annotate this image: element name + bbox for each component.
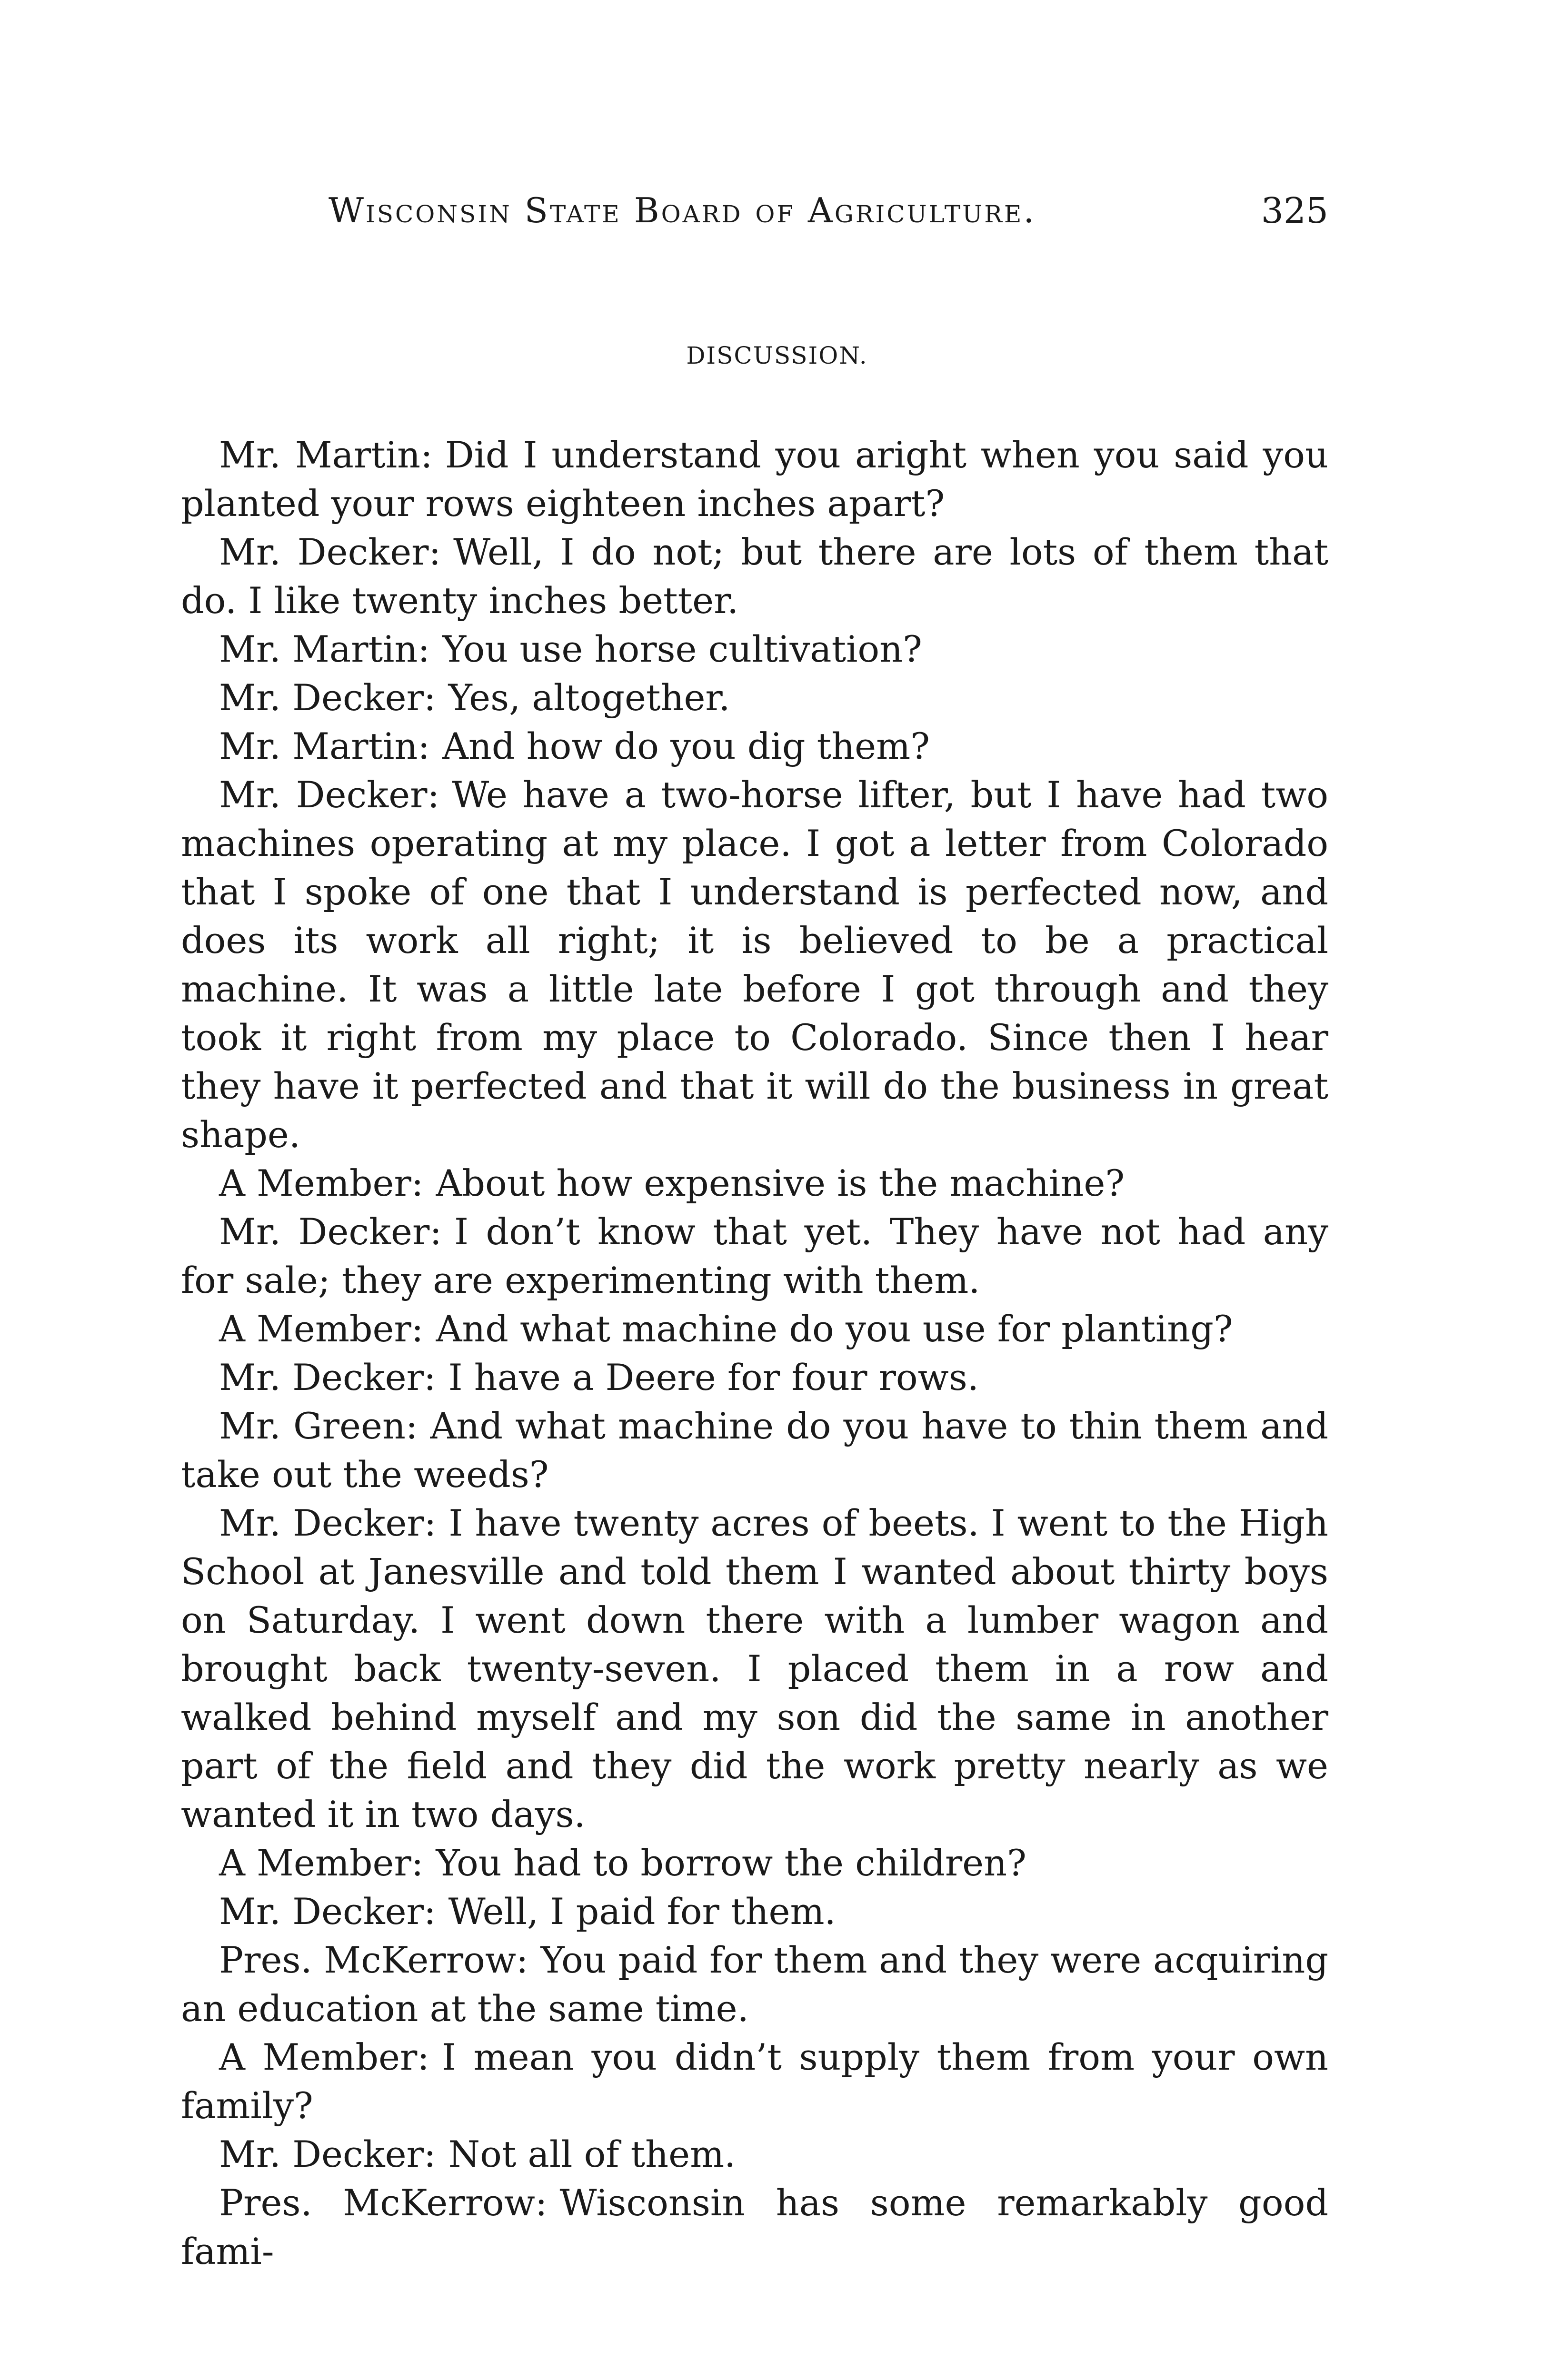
discussion-paragraph bbox=[181, 1499, 1328, 1839]
speech-text: Well, I paid for them. bbox=[448, 1890, 836, 1933]
section-heading: DISCUSSION. bbox=[686, 342, 868, 369]
speaker-name: Mr. Decker: bbox=[219, 676, 436, 719]
discussion-paragraph bbox=[181, 771, 1328, 1159]
speaker-name: Mr. Martin: bbox=[219, 434, 433, 476]
speech-text: And how do you dig them? bbox=[442, 725, 930, 767]
speaker-name: A Member: bbox=[219, 2036, 429, 2078]
discussion-paragraph bbox=[181, 1402, 1328, 1499]
discussion-paragraph bbox=[181, 1353, 1328, 1402]
speaker-name: Pres. McKerrow: bbox=[219, 2182, 548, 2224]
speech-text: You had to borrow the children? bbox=[436, 1842, 1026, 1884]
discussion-paragraph bbox=[181, 1208, 1328, 1305]
speech-text: And what machine do you use for planting? bbox=[436, 1308, 1233, 1350]
speaker-name: A Member: bbox=[219, 1308, 424, 1350]
speaker-name: Mr. Decker: bbox=[219, 1356, 436, 1398]
speech-text: About how expensive is the machine? bbox=[436, 1162, 1125, 1204]
speaker-name: Mr. Decker: bbox=[219, 1210, 442, 1253]
running-title: Wisconsin State Board of Agriculture. bbox=[329, 190, 1036, 230]
discussion-paragraph bbox=[181, 625, 1328, 674]
speaker-name: Mr. Martin: bbox=[219, 725, 430, 767]
discussion-paragraph bbox=[181, 431, 1328, 528]
speech-text: Yes, altogether. bbox=[448, 676, 730, 719]
speaker-name: A Member: bbox=[219, 1162, 424, 1204]
discussion-paragraph bbox=[181, 528, 1328, 625]
discussion-paragraph bbox=[181, 1936, 1328, 2033]
speech-text: Not all of them. bbox=[448, 2133, 736, 2175]
speech-text: Wisconsin has some remarkably good fami- bbox=[181, 2182, 1328, 2272]
speaker-name: Mr. Decker: bbox=[219, 2133, 436, 2175]
speech-text: I don’t know that yet. They have not had any for sale; they are experimenting with them. bbox=[181, 1210, 1328, 1301]
speech-text: Did I understand you aright when you said you planted your rows eighteen inches apart? bbox=[181, 434, 1328, 525]
discussion-paragraph bbox=[181, 1887, 1328, 1936]
speaker-name: Mr. Martin: bbox=[219, 628, 430, 670]
speech-text: We have a two-horse lifter, but I have had two machines operating at my place. I got a letter from Colorado that I spoke of one that I understand is perfected now, and does its work all right; it is believed to be a practical machine. It was a little late before I got through and they took it right from my place to Colorado. Since then I hear they have it perfected and that it will do the business in great shape. bbox=[181, 774, 1328, 1156]
discussion-paragraph bbox=[181, 1839, 1328, 1887]
speaker-name: Mr. Decker: bbox=[219, 774, 440, 816]
speaker-name: Mr. Green: bbox=[219, 1405, 418, 1447]
discussion-paragraph bbox=[181, 722, 1328, 771]
speech-text: And what machine do you have to thin them and take out the weeds? bbox=[181, 1405, 1328, 1496]
speaker-name: Mr. Decker: bbox=[219, 1890, 436, 1933]
speech-text: I have a Deere for four rows. bbox=[448, 1356, 979, 1398]
running-head bbox=[329, 190, 1328, 248]
speech-text: Well, I do not; but there are lots of them that do. I like twenty inches better. bbox=[181, 531, 1328, 622]
speaker-name: Mr. Decker: bbox=[219, 1502, 437, 1544]
discussion-paragraph bbox=[181, 1159, 1328, 1208]
discussion-paragraph bbox=[181, 2033, 1328, 2130]
speech-text: I have twenty acres of beets. I went to the High School at Janesville and told them I wanted about thirty boys on Saturday. I went down there with a lumber wagon and brought back twenty-seven. I placed them in a row and walked behind myself and my son did the same in another part of the field and they did the work pretty nearly as we wanted it in two days. bbox=[181, 1502, 1328, 1835]
discussion-paragraph bbox=[181, 2179, 1328, 2276]
discussion-paragraph bbox=[181, 2130, 1328, 2179]
speaker-name: Mr. Decker: bbox=[219, 531, 441, 573]
discussion-paragraph bbox=[181, 674, 1328, 722]
page-number: 325 bbox=[1261, 190, 1328, 231]
discussion-paragraph bbox=[181, 1305, 1328, 1353]
speech-text: I mean you didn’t supply them from your own family? bbox=[181, 2036, 1329, 2127]
speech-text: You use horse cultivation? bbox=[442, 628, 922, 670]
speaker-name: Pres. McKerrow: bbox=[219, 1939, 528, 1981]
discussion-body bbox=[181, 431, 1328, 2276]
speaker-name: A Member: bbox=[219, 1842, 424, 1884]
speech-text: You paid for them and they were acquiring an education at the same time. bbox=[181, 1939, 1328, 2030]
